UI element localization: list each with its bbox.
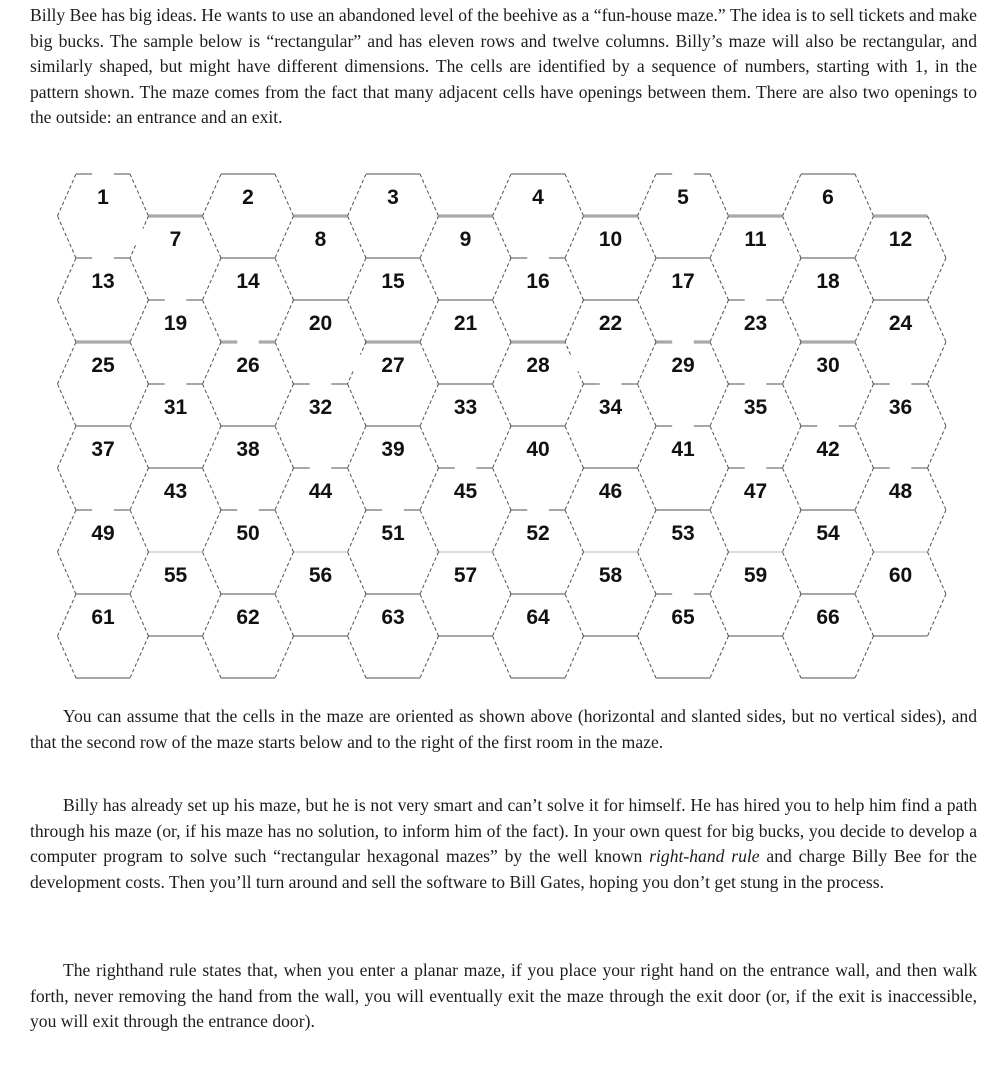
maze-wall xyxy=(130,552,149,594)
cell-label-38: 38 xyxy=(236,438,260,461)
cell-label-21: 21 xyxy=(453,312,478,335)
maze-wall xyxy=(203,300,222,342)
maze-wall xyxy=(348,384,367,426)
maze-wall xyxy=(275,258,294,300)
maze-door-stub xyxy=(360,342,366,355)
maze-wall xyxy=(130,594,149,636)
maze-wall xyxy=(710,384,729,426)
cell-label-47: 47 xyxy=(743,480,768,503)
maze-wall xyxy=(638,636,657,678)
maze-wall xyxy=(420,384,439,426)
maze-wall xyxy=(58,594,77,636)
maze-wall xyxy=(928,384,947,426)
maze-wall xyxy=(130,468,149,510)
maze-wall xyxy=(420,468,439,510)
maze-wall xyxy=(275,594,294,636)
maze-wall xyxy=(565,426,584,468)
maze-wall xyxy=(710,594,729,636)
maze-wall xyxy=(710,636,729,678)
maze-wall xyxy=(710,342,729,384)
maze-wall xyxy=(275,384,294,426)
cell-label-40: 40 xyxy=(526,438,550,461)
paragraph-rule-definition: The righthand rule states that, when you enter a planar maze, if you place your right hand on the entrance wall, and then walk forth, never removing the hand from the wall, you will eventually exit the maze through the exit door (or, if the exit is inaccessible, you will exit through the entrance door). xyxy=(30,960,977,1031)
maze-wall xyxy=(783,342,802,384)
maze-wall xyxy=(275,552,294,594)
maze-wall xyxy=(420,636,439,678)
cell-label-20: 20 xyxy=(308,312,333,335)
cell-label-60: 60 xyxy=(888,564,913,587)
maze-wall xyxy=(348,510,367,552)
cell-label-41: 41 xyxy=(671,438,695,461)
maze-door-stub xyxy=(130,245,136,258)
maze-wall xyxy=(58,552,77,594)
cell-label-57: 57 xyxy=(453,564,478,587)
maze-wall xyxy=(783,258,802,300)
maze-wall xyxy=(783,426,802,468)
maze-wall xyxy=(58,636,77,678)
maze-wall xyxy=(58,342,77,384)
maze-wall xyxy=(928,468,947,510)
cell-label-65: 65 xyxy=(671,606,695,629)
cell-label-37: 37 xyxy=(91,438,115,461)
maze-wall xyxy=(928,258,947,300)
maze-wall xyxy=(203,174,222,216)
maze-wall xyxy=(855,468,874,510)
maze-wall xyxy=(275,174,294,216)
maze-wall xyxy=(58,300,77,342)
maze-wall xyxy=(203,258,222,300)
cell-label-11: 11 xyxy=(744,228,767,251)
maze-wall xyxy=(493,174,512,216)
maze-wall xyxy=(58,174,77,216)
maze-wall xyxy=(203,552,222,594)
cell-label-56: 56 xyxy=(308,564,333,587)
maze-wall xyxy=(203,384,222,426)
maze-wall xyxy=(58,216,77,258)
cell-label-2: 2 xyxy=(242,186,254,209)
cell-label-30: 30 xyxy=(816,354,840,377)
maze-wall xyxy=(565,216,584,258)
maze-wall xyxy=(275,300,294,342)
maze-wall xyxy=(710,174,729,216)
maze-wall xyxy=(58,468,77,510)
cell-label-27: 27 xyxy=(381,354,405,377)
cell-label-33: 33 xyxy=(453,396,478,419)
cell-label-9: 9 xyxy=(459,228,472,251)
maze-door-stub xyxy=(578,371,584,384)
maze-wall xyxy=(348,594,367,636)
maze-wall xyxy=(928,552,947,594)
maze-wall xyxy=(203,468,222,510)
maze-wall xyxy=(275,510,294,552)
maze-wall xyxy=(493,216,512,258)
cell-label-49: 49 xyxy=(91,522,115,545)
maze-wall xyxy=(275,342,294,384)
cell-label-45: 45 xyxy=(453,480,478,503)
maze-wall xyxy=(58,510,77,552)
cell-label-52: 52 xyxy=(526,522,550,545)
maze-wall xyxy=(58,258,77,300)
maze-wall xyxy=(710,216,729,258)
maze-wall xyxy=(565,468,584,510)
maze-wall xyxy=(855,174,874,216)
maze-wall xyxy=(928,426,947,468)
maze-wall xyxy=(130,258,149,300)
paragraph-task-text-after: and charge Billy Bee for the development costs. Then you’ll turn around and sell the software to Bill Gates, hoping you don’t get stung in the process. xyxy=(30,846,977,892)
maze-wall xyxy=(275,468,294,510)
maze-wall xyxy=(420,510,439,552)
cell-label-18: 18 xyxy=(816,270,840,293)
maze-wall xyxy=(130,510,149,552)
maze-wall xyxy=(565,258,584,300)
cell-label-1: 1 xyxy=(97,186,109,209)
maze-wall xyxy=(203,636,222,678)
maze-wall xyxy=(710,510,729,552)
maze-wall xyxy=(855,636,874,678)
cell-label-19: 19 xyxy=(163,312,188,335)
maze-wall xyxy=(638,552,657,594)
cell-label-58: 58 xyxy=(598,564,623,587)
cell-label-15: 15 xyxy=(381,270,405,293)
maze-wall xyxy=(493,384,512,426)
cell-label-64: 64 xyxy=(526,606,550,629)
paragraph-task-text-before: Billy has already set up his maze, but he is not very smart and can’t solve it for himself. He has hired you to help him find a path through his maze (or, if his maze has no solution, to inform him of the fact). In your own quest for big bucks, you decide to develop a computer program to solve such “rectangular hexagonal mazes” by the well known xyxy=(30,795,977,866)
maze-wall xyxy=(783,384,802,426)
cell-label-39: 39 xyxy=(381,438,405,461)
cell-label-22: 22 xyxy=(598,312,623,335)
maze-wall xyxy=(203,216,222,258)
cell-label-3: 3 xyxy=(387,186,399,209)
maze-wall xyxy=(493,594,512,636)
maze-wall xyxy=(348,426,367,468)
maze-wall xyxy=(928,342,947,384)
maze-wall xyxy=(420,594,439,636)
maze-wall xyxy=(420,174,439,216)
maze-wall xyxy=(420,300,439,342)
maze-wall xyxy=(855,258,874,300)
maze-door-stub xyxy=(348,371,354,384)
maze-wall xyxy=(855,594,874,636)
maze-wall xyxy=(348,174,367,216)
maze-wall xyxy=(565,174,584,216)
cell-label-17: 17 xyxy=(671,270,695,293)
maze-wall xyxy=(565,510,584,552)
maze-wall xyxy=(638,258,657,300)
cell-label-23: 23 xyxy=(743,312,768,335)
maze-wall xyxy=(783,300,802,342)
maze-wall xyxy=(275,636,294,678)
maze-wall xyxy=(638,174,657,216)
cell-label-53: 53 xyxy=(671,522,695,545)
cell-label-14: 14 xyxy=(236,270,260,293)
cell-label-35: 35 xyxy=(743,396,768,419)
maze-wall xyxy=(783,636,802,678)
maze-wall xyxy=(493,342,512,384)
maze-wall xyxy=(565,300,584,342)
maze-door-stub xyxy=(565,342,571,355)
maze-wall xyxy=(420,342,439,384)
maze-wall xyxy=(855,216,874,258)
maze-wall xyxy=(710,552,729,594)
maze-wall xyxy=(855,300,874,342)
maze-wall xyxy=(710,426,729,468)
maze-wall xyxy=(928,216,947,258)
maze-door-stub xyxy=(143,216,149,229)
maze-wall xyxy=(130,300,149,342)
cell-label-36: 36 xyxy=(888,396,913,419)
cell-label-29: 29 xyxy=(671,354,695,377)
maze-wall xyxy=(58,426,77,468)
maze-wall xyxy=(493,426,512,468)
maze-wall xyxy=(130,426,149,468)
maze-wall xyxy=(420,426,439,468)
maze-wall xyxy=(638,384,657,426)
cell-label-50: 50 xyxy=(236,522,260,545)
maze-wall xyxy=(710,300,729,342)
maze-wall xyxy=(58,384,77,426)
maze-wall xyxy=(710,468,729,510)
maze-wall xyxy=(855,342,874,384)
maze-wall xyxy=(493,258,512,300)
maze-wall xyxy=(493,636,512,678)
maze-wall xyxy=(493,510,512,552)
maze-wall xyxy=(638,468,657,510)
cell-label-48: 48 xyxy=(888,480,913,503)
maze-wall xyxy=(348,216,367,258)
cell-label-5: 5 xyxy=(677,186,689,209)
maze-wall xyxy=(493,552,512,594)
cell-label-66: 66 xyxy=(816,606,840,629)
maze-wall xyxy=(638,594,657,636)
cell-label-42: 42 xyxy=(816,438,840,461)
maze-wall xyxy=(855,510,874,552)
maze-wall xyxy=(565,636,584,678)
cell-label-26: 26 xyxy=(236,354,260,377)
cell-label-46: 46 xyxy=(598,480,623,503)
maze-wall xyxy=(565,552,584,594)
maze-wall xyxy=(420,258,439,300)
maze-wall xyxy=(855,552,874,594)
cell-label-44: 44 xyxy=(308,480,333,503)
maze-wall xyxy=(638,510,657,552)
maze-wall xyxy=(493,468,512,510)
maze-wall xyxy=(783,174,802,216)
cell-label-24: 24 xyxy=(888,312,913,335)
maze-wall xyxy=(348,636,367,678)
maze-wall xyxy=(928,300,947,342)
maze-wall xyxy=(130,384,149,426)
maze-wall xyxy=(130,636,149,678)
cell-label-16: 16 xyxy=(526,270,550,293)
cell-label-54: 54 xyxy=(816,522,840,545)
maze-wall xyxy=(275,426,294,468)
maze-wall xyxy=(565,594,584,636)
maze-wall xyxy=(348,468,367,510)
maze-wall xyxy=(638,300,657,342)
cell-label-63: 63 xyxy=(381,606,405,629)
cell-label-51: 51 xyxy=(381,522,405,545)
maze-wall xyxy=(348,552,367,594)
cell-label-28: 28 xyxy=(526,354,550,377)
maze-wall xyxy=(420,216,439,258)
cell-label-31: 31 xyxy=(163,396,188,419)
cell-label-10: 10 xyxy=(598,228,623,251)
maze-wall xyxy=(493,300,512,342)
maze-wall xyxy=(275,216,294,258)
paragraph-task xyxy=(30,793,977,895)
cell-label-43: 43 xyxy=(163,480,188,503)
paragraph-orientation: You can assume that the cells in the maze are oriented as shown above (horizontal and slanted sides, but no vertical sides), and that the second row of the maze starts below and to the right of the first room in the maze. xyxy=(30,706,977,752)
cell-label-12: 12 xyxy=(888,228,913,251)
maze-wall xyxy=(203,342,222,384)
maze-wall xyxy=(783,468,802,510)
cell-label-32: 32 xyxy=(308,396,333,419)
maze-wall xyxy=(855,426,874,468)
cell-label-7: 7 xyxy=(169,228,182,251)
maze-wall xyxy=(348,258,367,300)
cell-label-55: 55 xyxy=(163,564,188,587)
maze-wall xyxy=(420,552,439,594)
cell-label-61: 61 xyxy=(91,606,115,629)
cell-label-4: 4 xyxy=(532,186,544,209)
maze-wall xyxy=(130,174,149,216)
cell-label-8: 8 xyxy=(314,228,327,251)
maze-wall xyxy=(638,426,657,468)
right-hand-rule-italic: right-hand rule xyxy=(649,846,760,866)
cell-label-6: 6 xyxy=(822,186,834,209)
paragraph-intro: Billy Bee has big ideas. He wants to use an abandoned level of the beehive as a “fun-house maze.” The idea is to sell tickets and make big bucks. The sample below is “rectangular” and has eleven rows and twelve columns. Billy’s maze will also be rectangular, and similarly shaped, but might have different dimensions. The cells are identified by a sequence of numbers, starting with 1, in the pattern shown. The maze comes from the fact that many adjacent cells have openings between them. There are also two openings to the outside: an entrance and an exit. xyxy=(30,5,977,127)
maze-wall xyxy=(638,216,657,258)
maze-wall xyxy=(638,342,657,384)
maze-wall xyxy=(928,594,947,636)
maze-wall xyxy=(348,300,367,342)
maze-wall xyxy=(130,342,149,384)
cell-label-25: 25 xyxy=(91,354,115,377)
maze-wall xyxy=(203,510,222,552)
maze-wall xyxy=(783,216,802,258)
maze-wall xyxy=(783,594,802,636)
maze-wall xyxy=(783,510,802,552)
maze-wall xyxy=(928,510,947,552)
maze-wall xyxy=(710,258,729,300)
cell-label-34: 34 xyxy=(598,396,623,419)
maze-wall xyxy=(783,552,802,594)
maze-wall xyxy=(203,594,222,636)
maze-wall xyxy=(565,384,584,426)
maze-wall xyxy=(203,426,222,468)
cell-label-59: 59 xyxy=(743,564,768,587)
cell-label-62: 62 xyxy=(236,606,260,629)
maze-wall xyxy=(855,384,874,426)
cell-label-13: 13 xyxy=(91,270,115,293)
